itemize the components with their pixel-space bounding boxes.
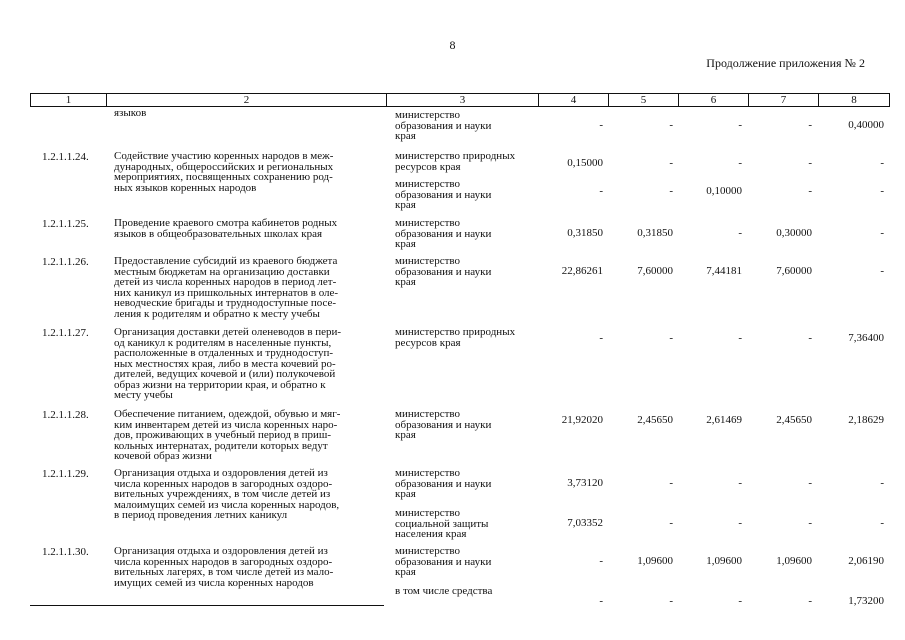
row-description-line: в период проведения летних каникул [114,509,288,521]
executor-line: образования и науки [395,119,492,132]
value-cell-col-5: - [669,477,673,489]
executor-line: социальной защиты [395,517,489,530]
value-cell-col-7: - [808,157,812,169]
row-code: 1.2.1.1.26. [42,256,89,268]
row-description-line: местным бюджетам на организацию доставки [114,265,330,278]
value-cell-col-7: - [808,517,812,529]
value-cell-col-5: 7,60000 [637,265,673,277]
row-description-line: Организация отдыха и оздоровления детей из [114,467,328,479]
row-description-line: неводческие бригады и труднодоступные посе- [114,297,337,309]
executor-line: края [395,238,416,250]
executor-line: края [395,566,416,578]
row-description-line: вительных лагерях, в том числе детей из мало- [114,566,334,578]
row-description-line: ления к родителям и обратно к месту учебы [114,307,320,320]
executor-line: края [395,199,416,211]
value-cell-col-4: 3,73120 [567,477,603,489]
row-description-line: вительных учреждениях, в том числе детей из [114,488,331,500]
value-cell-col-6: - [738,227,742,239]
value-cell-col-8: - [880,517,884,529]
value-cell-col-8: 7,36400 [848,332,884,344]
executor-line: образования и науки [395,555,492,568]
row-description-line: кольных интернатах, родители которых ведут [114,439,328,452]
executor-line: образования и науки [395,418,492,431]
row-description-line: Проведение краевого смотра кабинетов родных [114,217,338,229]
column-header-7: 7 [749,94,819,107]
value-cell-col-5: 0,31850 [637,227,673,239]
value-cell-col-5: - [669,332,673,344]
value-cell-col-7: 2,45650 [776,414,812,426]
row-description-line: од каникул к родителям в населенные пункты, [114,336,332,349]
executor-line: образования и науки [395,477,492,490]
executor-line: министерство [395,545,461,557]
value-cell-col-6: - [738,517,742,529]
row-description-line: дителей, ведущих кочевой и (или) полукочевой [114,368,336,380]
executor-line: министерство [395,255,461,267]
column-header-6: 6 [679,94,749,107]
value-cell-col-8: 1,73200 [848,595,884,607]
row-description-line: образ жизни на территории края, и обратно к [114,378,326,391]
executor-line: министерство [395,217,461,229]
value-cell-col-4: 0,31850 [567,227,603,239]
row-description-line: Организация отдыха и оздоровления детей из [114,545,328,557]
value-cell-col-8: - [880,227,884,239]
column-header-3: 3 [387,94,539,107]
row-description-line: кочевой образ жизни [114,450,212,462]
value-cell-col-4: 7,03352 [567,517,603,529]
value-cell-col-4: - [599,555,603,567]
column-header-1: 1 [31,94,107,107]
row-description-line: дов, проживающих в учебный период в приш- [114,429,332,441]
value-cell-col-7: - [808,332,812,344]
row-code: 1.2.1.1.30. [42,546,89,558]
value-cell-col-8: 2,18629 [848,414,884,426]
value-cell-col-7: - [808,185,812,197]
value-cell-col-6: - [738,595,742,607]
row-description-line: месту учебы [114,389,173,401]
value-cell-col-6: - [738,477,742,489]
executor-line: министерство [395,109,461,121]
executor-line: ресурсов края [395,336,461,349]
executor-line: образования и науки [395,227,492,240]
executor-line: края [395,429,416,441]
executor-line: министерство природных [395,150,516,162]
row-description-line: мероприятиях, посвященных сохранению род- [114,171,333,183]
value-cell-col-4: - [599,185,603,197]
value-cell-col-4: - [599,332,603,344]
executor-line: в том числе средства [395,585,493,597]
value-cell-col-5: - [669,119,673,131]
row-description-line: них каникул из пришкольных интернатов в оле- [114,286,339,299]
value-cell-col-4: - [599,119,603,131]
executor-line: министерство [395,178,461,190]
value-cell-col-7: - [808,595,812,607]
continuation-label: Продолжение приложения № 2 [706,56,865,70]
row-code: 1.2.1.1.28. [42,409,89,421]
row-code: 1.2.1.1.24. [42,151,89,163]
page-number: 8 [449,38,456,52]
executor-line: ресурсов края [395,160,461,173]
row-description-line: Обеспечение питанием, одеждой, обувью и мяг- [114,408,341,420]
value-cell-col-7: 0,30000 [776,227,812,239]
row-code: 1.2.1.1.25. [42,218,89,230]
value-cell-col-6: - [738,119,742,131]
value-cell-col-4: - [599,595,603,607]
executor-line: образования и науки [395,188,492,201]
executor-line: министерство [395,507,461,519]
row-description-line: малоимущих семей из числа коренных народов, [114,498,340,511]
value-cell-col-6: 1,09600 [706,555,742,567]
executor-line: министерство [395,408,461,420]
row-description-line: числа коренных народов в загородных оздоро- [114,555,333,568]
value-cell-col-5: - [669,157,673,169]
executor-line: края [395,276,416,288]
value-cell-col-5: - [669,185,673,197]
value-cell-col-8: 2,06190 [848,555,884,567]
column-header-2: 2 [107,94,387,107]
row-code: 1.2.1.1.27. [42,327,89,339]
executor-line: края [395,130,416,142]
value-cell-col-8: - [880,477,884,489]
value-cell-col-7: 7,60000 [776,265,812,277]
value-cell-col-8: - [880,157,884,169]
row-description-line: расположенные в отдаленных и труднодоступ- [114,347,334,359]
value-cell-col-5: - [669,517,673,529]
value-cell-col-6: 0,10000 [706,185,742,197]
row-description-line: детей из числа коренных народов в период лет- [114,276,337,288]
bottom-rule [30,605,384,606]
row-description-line: числа коренных народов в загородных оздоро- [114,477,333,490]
row-description-line: дународных, общероссийских и региональных [114,160,334,173]
row-description-line: Содействие участию коренных народов в меж- [114,150,334,162]
executor-line: министерство природных [395,326,516,338]
row-description-line: Предоставление субсидий из краевого бюджета [114,255,338,267]
row-code: 1.2.1.1.29. [42,468,89,480]
value-cell-col-7: - [808,477,812,489]
row-description-line: языков в общеобразовательных школах края [114,227,323,240]
executor-line: края [395,488,416,500]
value-cell-col-8: - [880,185,884,197]
row-description-line: ных языков коренных народов [114,181,257,194]
row-description-line: имущих семей из числа коренных народов [114,576,314,589]
value-cell-col-7: - [808,119,812,131]
value-cell-col-7: 1,09600 [776,555,812,567]
column-header-8: 8 [819,94,890,107]
value-cell-col-6: 2,61469 [706,414,742,426]
row-description-line: языков [114,107,147,119]
column-header-4: 4 [539,94,609,107]
value-cell-col-6: - [738,332,742,344]
value-cell-col-8: - [880,265,884,277]
row-description-line: Организация доставки детей оленеводов в пери- [114,326,342,338]
value-cell-col-5: 2,45650 [637,414,673,426]
value-cell-col-4: 21,92020 [561,414,603,426]
column-header-row [30,93,890,107]
value-cell-col-6: 7,44181 [706,265,742,277]
executor-line: министерство [395,467,461,479]
value-cell-col-4: 0,15000 [567,157,603,169]
value-cell-col-5: - [669,595,673,607]
value-cell-col-4: 22,86261 [561,265,603,277]
row-description-line: ных местностях края, либо в места кочевий ро- [114,357,336,370]
value-cell-col-6: - [738,157,742,169]
executor-line: населения края [395,528,467,540]
value-cell-col-8: 0,40000 [848,119,884,131]
column-header-5: 5 [609,94,679,107]
value-cell-col-5: 1,09600 [637,555,673,567]
executor-line: образования и науки [395,265,492,278]
row-description-line: ким инвентарем детей из числа коренных наро- [114,418,338,431]
